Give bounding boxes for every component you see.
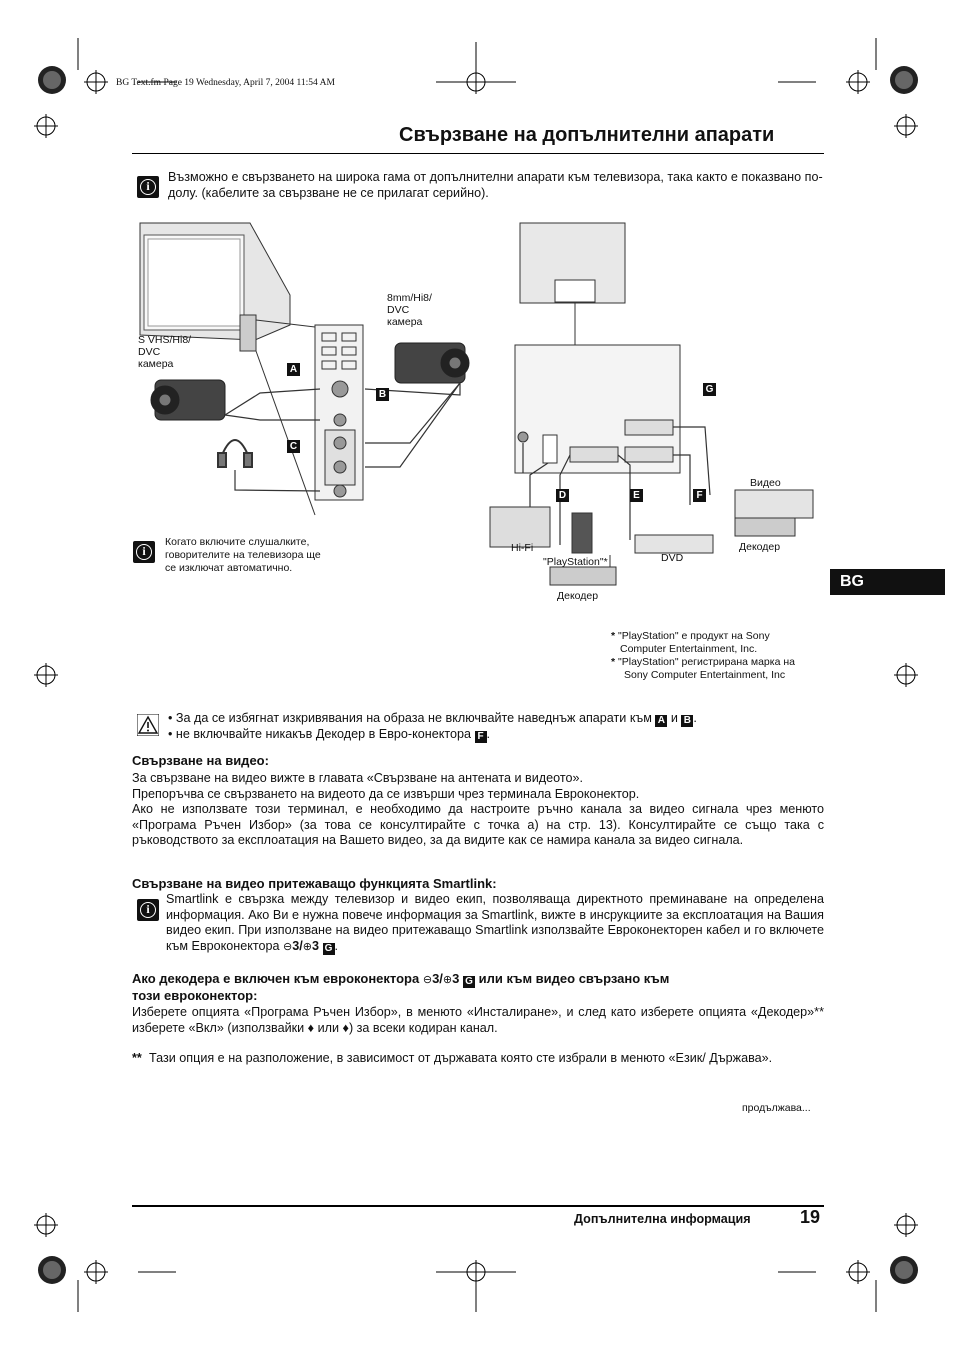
- connector-label-a: A: [287, 363, 300, 376]
- smartlink-heading: Свързване на видео притежаващо функцията Smartlink:: [132, 876, 497, 891]
- right-camera-label: 8mm/Hi8/ DVC камера: [387, 292, 432, 328]
- device-playstation-label: "PlayStation"*: [543, 556, 608, 568]
- decoder-heading: Ако декодера е включен към евроконектора ⊖3/⊕3 G или към видео свързано към този евроконектор:: [132, 971, 670, 1003]
- connector-label-f: F: [693, 489, 706, 502]
- letter-badge: F: [475, 731, 487, 743]
- continues-label: продължава...: [742, 1102, 811, 1114]
- page-number: 19: [800, 1207, 821, 1227]
- letter-badge: B: [681, 715, 693, 727]
- device-dvd-label: DVD: [661, 552, 684, 564]
- left-camera-label: S VHS/Hi8/ DVC камера: [138, 334, 192, 370]
- language-tab: BG: [830, 569, 945, 595]
- letter-badge: G: [463, 976, 475, 988]
- scart-io-icon: ⊕: [442, 974, 453, 986]
- scart-in-icon: ⊖: [422, 974, 433, 986]
- warning-icon: [137, 714, 159, 736]
- video-body: За свързване на видео вижте в главата «Свързване на антената и видеото». Препоръчва се свързването на видеото да се извърши чрез терминала Евроконектор. Ако не използвате този терминал, е необходимо да настроите ръчно канала за видео сигнала чрез менюто «Програма Ръчен Избор» (за това се консултирайте с точка а) на стр. 13). Консултирайте се също така с ръководството за експлоатация на Вашето видео, за да видите как се намира канала за видео сигнала.: [132, 771, 824, 847]
- footnote-playstation-1: * "PlayStation" е продукт на Sony Computer Entertainment, Inc.: [611, 630, 770, 655]
- footnote2-marker: **: [132, 1051, 142, 1065]
- page-title: Свързване на допълнителни апарати: [399, 124, 775, 146]
- connector-label-e: E: [630, 489, 643, 502]
- device-decoder-right-label: Декодер: [739, 541, 781, 553]
- footer-section: Допълнителна информация: [574, 1212, 751, 1226]
- footer-rule: [132, 1205, 824, 1207]
- footnote-playstation-2: * "PlayStation" регистрирана марка на Sony Computer Entertainment, Inc: [611, 656, 795, 681]
- letter-badge: G: [323, 943, 335, 955]
- scart-in-icon: ⊖: [283, 940, 293, 953]
- info-icon: i: [137, 176, 159, 198]
- file-header: BG Text.fm Page 19 Wednesday, April 7, 2004 11:54 AM: [116, 78, 335, 88]
- device-decoder-bottom-label: Декодер: [557, 590, 599, 602]
- video-heading: Свързване на видео:: [132, 753, 269, 768]
- info-icon: i: [133, 541, 155, 563]
- connector-label-g: G: [703, 383, 716, 396]
- connector-label-c: C: [287, 440, 300, 453]
- device-hifi-label: Hi-Fi: [511, 542, 534, 554]
- intro-note: Възможно е свързването на широка гама от допълнителни апарати към телевизора, така както е показвано по-долу. (кабелите за свързване не се прилагат серийно).: [168, 170, 823, 200]
- scart-io-icon: ⊕: [302, 940, 312, 953]
- title-rule: [132, 153, 824, 154]
- warning-text: • За да се избягнат изкривявания на образа не включвайте наведнъж апарати към A и B . • не включвайте никакъв Декодер в Евро-конектора F .: [168, 711, 697, 742]
- device-video-label: Видео: [750, 477, 781, 489]
- decoder-body: Изберете опцията «Програма Ръчен Избор», в менюто «Инсталиране», и след като изберете опцията «Декодер»** изберете «Вкл» (използвайки ♦ или ♦) за всеки кодиран канал.: [132, 1005, 824, 1035]
- connector-label-d: D: [556, 489, 569, 502]
- info-icon: i: [137, 899, 159, 921]
- headphone-note: Когато включите слушалките, говорителите на телевизора ще се изключат автоматично.: [165, 536, 321, 574]
- letter-badge: A: [655, 715, 667, 727]
- footnote2-text: Тази опция е на разположение, в зависимост от държавата която сте избрали в менюто «Език/ Държава».: [149, 1051, 773, 1065]
- connector-label-b: B: [376, 388, 389, 401]
- smartlink-body: Smartlink е свързка между телевизор и видео екип, позволяваща директното преминаване на определена информация. Ако Ви е нужна повече информация за Smartlink, вижте в инсрукциите за експлоатация на Вашия видео екип. При използване на видео притежаващо Smartlink използвайте Евроконекторен кабел и го включете към Евроконектора ⊖3/⊕3 G .: [166, 892, 824, 954]
